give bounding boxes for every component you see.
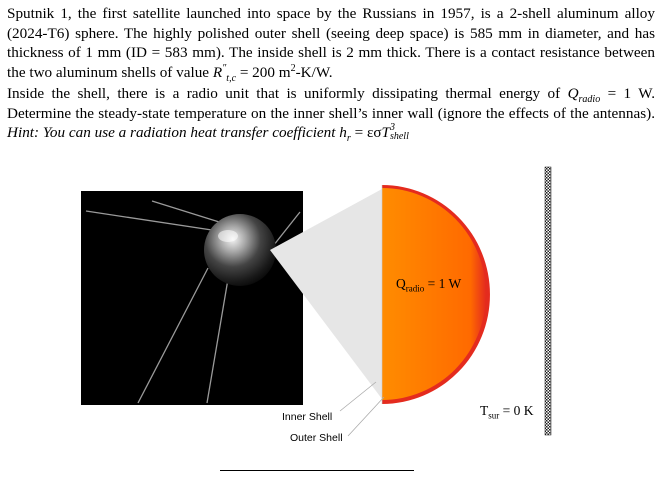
superscript: 2: [290, 62, 296, 74]
problem-line: Determine the steady-state temperature on the inner shell’s inner wall (ignore the effects of the: [7, 104, 589, 122]
q-radio-label: $Q_{radio} = 1$ W: [396, 276, 462, 294]
hint-label: Hint:: [7, 124, 40, 141]
hint-text: You can use a radiation heat transfer coefficient: [42, 124, 336, 141]
problem-line: Sputnik 1, the first satellite launched into space by the Russians in 1957, is a 2-shell aluminum: [7, 5, 619, 22]
inner-shell-leader: [340, 382, 376, 411]
hint-formula-T: T 3 shell: [381, 122, 409, 142]
sputnik-photo: [81, 191, 303, 405]
surroundings-wall: [545, 167, 551, 435]
problem-text: -K/W.: [295, 63, 333, 81]
t-sur-label: $T_{sur} = 0$ K: [480, 403, 534, 421]
problem-line: resistance between the two aluminum shells of value: [7, 44, 656, 81]
outer-shell-label: Outer Shell: [290, 432, 343, 444]
contact-resistance-symbol: $R''_{t,c}$: [212, 62, 237, 84]
answer-blank: [220, 470, 414, 471]
shell-cross-section: [382, 185, 490, 404]
hint-formula-eq: = εσ: [354, 124, 382, 141]
problem-line: antennas).: [593, 104, 655, 122]
hint-formula: $h_r$: [339, 124, 351, 145]
outer-shell-leader: [348, 397, 384, 436]
problem-line: Inside the shell, there is a radio unit that is uniformly dissipating thermal energy of: [7, 85, 561, 102]
problem-line: and has thickness of 1 mm (ID = 583 mm). The inside shell is 2 mm thick. There is a contact: [7, 24, 655, 61]
problem-text: = 1 W.: [607, 85, 655, 102]
inner-shell-label: Inner Shell: [282, 411, 333, 423]
inner-shell: [382, 188, 486, 400]
problem-line: alloy (2024-T6) sphere. The highly polished outer shell (seeing deep space) is 585 mm in diameter,: [7, 5, 655, 42]
sphere-icon: [204, 214, 276, 286]
q-radio-symbol: $Q_{radio}$: [567, 85, 601, 106]
problem-text: = 200 m: [239, 63, 291, 81]
